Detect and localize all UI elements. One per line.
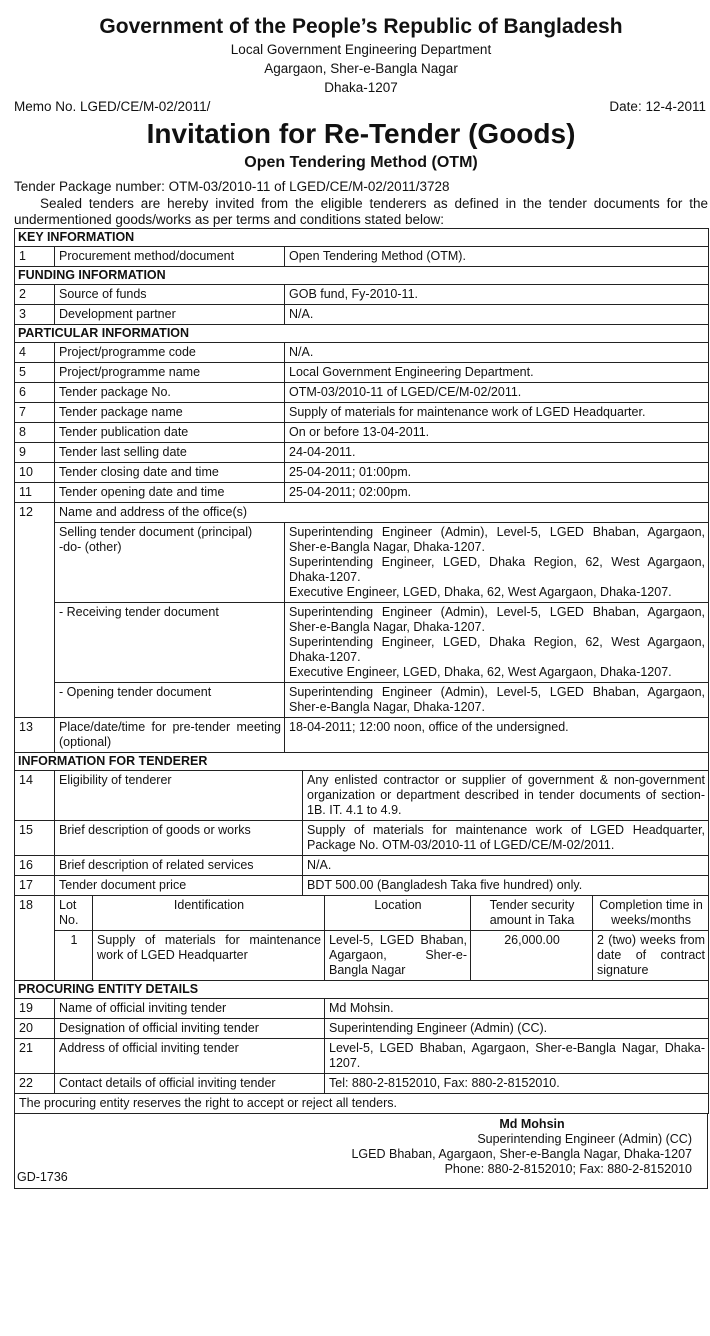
table-row	[15, 718, 709, 753]
department-city: Dhaka-1207	[324, 80, 398, 95]
gd-code: GD-1736	[17, 1170, 68, 1184]
row-value: N/A.	[303, 856, 709, 876]
table-row	[15, 999, 709, 1019]
intro-paragraph: Sealed tenders are hereby invited from the eligible tenderers as defined in the tender documents for the undermentioned goods/works as per terms and conditions stated below:	[14, 196, 708, 227]
row-value: BDT 500.00 (Bangladesh Taka five hundred) only.	[303, 876, 709, 896]
signatory-name: Md Mohsin	[499, 1117, 565, 1131]
row-label: Tender document price	[55, 876, 303, 896]
row-value: Tel: 880-2-8152010, Fax: 880-2-8152010.	[325, 1074, 709, 1094]
row-label: Brief description of goods or works	[55, 821, 303, 856]
table-row	[15, 821, 709, 856]
row-label: Name of official inviting tender	[55, 999, 325, 1019]
notice-subtitle: Open Tendering Method (OTM)	[244, 154, 478, 171]
address-se-dhaka: Superintending Engineer, LGED, Dhaka Region, 62, West Agargaon, Dhaka-1207.	[289, 635, 706, 664]
row-value: Supply of materials for maintenance work of LGED Headquarter.	[285, 403, 709, 423]
row-label: Brief description of related services	[55, 856, 303, 876]
lot-identification: Supply of materials for maintenance work of LGED Headquarter	[93, 931, 325, 981]
row-label: Tender opening date and time	[55, 483, 285, 503]
section-tenderer	[15, 753, 709, 771]
table-row	[15, 876, 709, 896]
row-value: Local Government Engineering Department.	[285, 363, 709, 383]
row-label: Procurement method/document	[55, 247, 285, 267]
row-number: 16	[15, 856, 55, 876]
signature-block	[14, 1114, 708, 1189]
section-funding	[15, 267, 709, 285]
row-number: 13	[15, 718, 55, 753]
lot-completion: 2 (two) weeks from date of contract signature	[593, 931, 709, 981]
row-number: 10	[15, 463, 55, 483]
row-number: 6	[15, 383, 55, 403]
location-header: Location	[325, 896, 471, 931]
department-address: Agargaon, Sher-e-Bangla Nagar	[264, 61, 458, 76]
lot-header: Lot No.	[55, 896, 93, 931]
row-label: Designation of official inviting tender	[55, 1019, 325, 1039]
opening-label: - Opening tender document	[55, 683, 285, 718]
signatory-address: LGED Bhaban, Agargaon, Sher-e-Bangla Nagar, Dhaka-1207	[351, 1147, 692, 1161]
tender-notice	[14, 14, 708, 1189]
opening-address: Superintending Engineer (Admin), Level-5, LGED Bhaban, Agargaon, Sher-e-Bangla Nagar, Dhaka-1207.	[285, 683, 709, 718]
row-label: Contact details of official inviting tender	[55, 1074, 325, 1094]
row-value: N/A.	[285, 343, 709, 363]
address-se-admin: Superintending Engineer (Admin), Level-5, LGED Bhaban, Agargaon, Sher-e-Bangla Nagar, Dhaka-1207.	[289, 525, 706, 554]
row-number: 4	[15, 343, 55, 363]
section-heading: FUNDING INFORMATION	[15, 267, 709, 285]
row-number: 3	[15, 305, 55, 325]
notice-title: Invitation for Re-Tender (Goods)	[146, 118, 576, 149]
row-number: 8	[15, 423, 55, 443]
row-value: Supply of materials for maintenance work of LGED Headquarter, Package No. OTM-03/2010-11 of LGED/CE/M-02/2011.	[303, 821, 709, 856]
table-row	[15, 1039, 709, 1074]
section-heading: INFORMATION FOR TENDERER	[15, 753, 709, 771]
row-value: 18-04-2011; 12:00 noon, office of the undersigned.	[285, 718, 709, 753]
office-selling-row	[15, 523, 709, 603]
signatory-phone: Phone: 880-2-8152010; Fax: 880-2-8152010	[444, 1162, 692, 1176]
memo-date: Date: 12-4-2011	[609, 99, 706, 114]
memo-line	[14, 98, 708, 116]
row-label: Project/programme code	[55, 343, 285, 363]
row-value: 24-04-2011.	[285, 443, 709, 463]
row-number: 20	[15, 1019, 55, 1039]
table-row	[15, 856, 709, 876]
row-number: 15	[15, 821, 55, 856]
row-number: 2	[15, 285, 55, 305]
section-heading: KEY INFORMATION	[15, 229, 709, 247]
row-label: Source of funds	[55, 285, 285, 305]
row-label: Tender package No.	[55, 383, 285, 403]
signature-lines	[292, 1117, 692, 1177]
row-label: Place/date/time for pre-tender meeting (optional)	[55, 718, 285, 753]
row-label: Project/programme name	[55, 363, 285, 383]
row-value: 25-04-2011; 01:00pm.	[285, 463, 709, 483]
table-row	[15, 443, 709, 463]
table-row	[15, 483, 709, 503]
row-value: Open Tendering Method (OTM).	[285, 247, 709, 267]
row-number: 19	[15, 999, 55, 1019]
row-number: 22	[15, 1074, 55, 1094]
table-row	[15, 423, 709, 443]
lot-header-row	[15, 896, 709, 931]
row-value: N/A.	[285, 305, 709, 325]
table-row	[15, 363, 709, 383]
table-row	[15, 343, 709, 363]
row-label: Eligibility of tenderer	[55, 771, 303, 821]
completion-header: Completion time in weeks/months	[593, 896, 709, 931]
row-label: Development partner	[55, 305, 285, 325]
section-heading: PROCURING ENTITY DETAILS	[15, 981, 709, 999]
tender-info-table	[14, 228, 709, 1114]
table-row	[15, 1019, 709, 1039]
address-se-admin: Superintending Engineer (Admin), Level-5, LGED Bhaban, Agargaon, Sher-e-Bangla Nagar, Dhaka-1207.	[289, 605, 706, 634]
department-name: Local Government Engineering Department	[230, 42, 492, 57]
row-number: 7	[15, 403, 55, 423]
row-number: 18	[15, 896, 55, 981]
row-number: 14	[15, 771, 55, 821]
security-header: Tender security amount in Taka	[471, 896, 593, 931]
row-label: Tender closing date and time	[55, 463, 285, 483]
receiving-addresses	[285, 603, 709, 683]
row-number: 21	[15, 1039, 55, 1074]
row-value: Md Mohsin.	[325, 999, 709, 1019]
row-label: Tender package name	[55, 403, 285, 423]
table-row	[15, 247, 709, 267]
receiving-label: - Receiving tender document	[55, 603, 285, 683]
row-label: Address of official inviting tender	[55, 1039, 325, 1074]
row-label: Tender last selling date	[55, 443, 285, 463]
row-number: 17	[15, 876, 55, 896]
selling-addresses	[285, 523, 709, 603]
memo-number: Memo No. LGED/CE/M-02/2011/	[14, 99, 211, 114]
row-value: Superintending Engineer (Admin) (CC).	[325, 1019, 709, 1039]
row-value: On or before 13-04-2011.	[285, 423, 709, 443]
row-number: 9	[15, 443, 55, 463]
row-label: Tender publication date	[55, 423, 285, 443]
row-number: 11	[15, 483, 55, 503]
signatory-designation: Superintending Engineer (Admin) (CC)	[477, 1132, 692, 1146]
table-row	[15, 403, 709, 423]
address-ee-dhaka: Executive Engineer, LGED, Dhaka, 62, West Agargaon, Dhaka-1207.	[289, 665, 672, 679]
table-row	[15, 383, 709, 403]
row-number: 1	[15, 247, 55, 267]
identification-header: Identification	[93, 896, 325, 931]
lot-security: 26,000.00	[471, 931, 593, 981]
footer-note-row	[15, 1094, 709, 1114]
office-opening-row	[15, 683, 709, 718]
government-heading: Government of the People’s Republic of Bangladesh	[99, 15, 623, 38]
address-ee-dhaka: Executive Engineer, LGED, Dhaka, 62, West Agargaon, Dhaka-1207.	[289, 585, 672, 599]
section-particular	[15, 325, 709, 343]
row-number: 12	[15, 503, 55, 718]
row-value: GOB fund, Fy-2010-11.	[285, 285, 709, 305]
row-value: 25-04-2011; 02:00pm.	[285, 483, 709, 503]
row-value: Any enlisted contractor or supplier of government & non-government organization or department described in tender documents of section-1B. IT. 4.1 to 4.9.	[303, 771, 709, 821]
lot-number: 1	[55, 931, 93, 981]
table-row	[15, 285, 709, 305]
section-heading: PARTICULAR INFORMATION	[15, 325, 709, 343]
row-number: 5	[15, 363, 55, 383]
office-receiving-row	[15, 603, 709, 683]
lot-row	[15, 931, 709, 981]
table-row	[15, 503, 709, 523]
selling-label: Selling tender document (principal) -do- (other)	[55, 523, 285, 603]
section-procuring	[15, 981, 709, 999]
lot-location: Level-5, LGED Bhaban, Agargaon, Sher-e-Bangla Nagar	[325, 931, 471, 981]
row-label: Name and address of the office(s)	[55, 503, 709, 523]
footer-note: The procuring entity reserves the right to accept or reject all tenders.	[15, 1094, 709, 1114]
table-row	[15, 1074, 709, 1094]
table-row	[15, 463, 709, 483]
table-row	[15, 305, 709, 325]
address-se-dhaka: Superintending Engineer, LGED, Dhaka Region, 62, West Agargaon, Dhaka-1207.	[289, 555, 706, 584]
row-value: Level-5, LGED Bhaban, Agargaon, Sher-e-Bangla Nagar, Dhaka-1207.	[325, 1039, 709, 1074]
row-value: OTM-03/2010-11 of LGED/CE/M-02/2011.	[285, 383, 709, 403]
section-key	[15, 229, 709, 247]
package-number-line: Tender Package number: OTM-03/2010-11 of LGED/CE/M-02/2011/3728	[14, 179, 450, 194]
table-row	[15, 771, 709, 821]
